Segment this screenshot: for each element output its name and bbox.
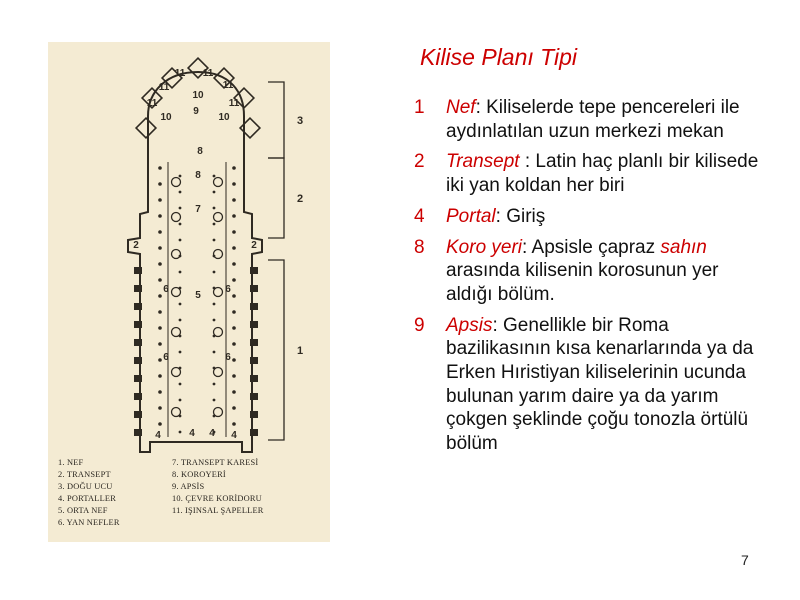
plan-pier-dot [179, 399, 182, 402]
definition-text: : Kiliselerde tepe pencereleri ile aydınlatılan uzun merkezi mekan [446, 97, 740, 142]
plan-region-number: 2 [133, 240, 139, 251]
plan-pier-dot [158, 262, 162, 266]
plan-pier-dot [158, 422, 162, 426]
plan-pier-dot [158, 310, 162, 314]
plan-pier-dot [232, 358, 236, 362]
plan-pier-dot [158, 326, 162, 330]
plan-pier-dot [158, 278, 162, 282]
church-plan-figure [48, 42, 330, 542]
definition-term-secondary: sahın [660, 236, 707, 258]
plan-region-number: 10 [192, 90, 204, 101]
definition-text: : Giriş [495, 205, 546, 227]
plan-pier-dot [179, 431, 182, 434]
page-number: 7 [741, 552, 749, 568]
definition-number: 1 [414, 97, 425, 118]
plan-buttress [134, 267, 142, 274]
plan-region-number: 6 [163, 352, 169, 363]
plan-pier-dot [179, 239, 182, 242]
plan-column [214, 368, 223, 377]
plan-column [172, 328, 181, 337]
plan-region-number: 6 [163, 284, 169, 295]
definition-text-continued: arasında kilisenin korosunun yer aldığı bölüm. [446, 260, 719, 305]
definition-item [414, 314, 764, 456]
definition-number: 2 [414, 151, 425, 173]
plan-pier-dot [232, 166, 236, 170]
plan-legend-entry: 1. NEF [58, 458, 84, 467]
plan-pier-dot [232, 230, 236, 234]
definition-text: : Genellikle bir Roma bazilikasının kısa kenarlarında ya da Erken Hıristiyan kiliselerinin ucunda bulunan yarım daire ya da yarım çokgen şeklinde çoğu tonozla örtülü bölüm [446, 314, 754, 455]
plan-bracket [268, 260, 284, 440]
plan-pier-dot [213, 191, 216, 194]
definition-term: Koro yeri [446, 236, 523, 258]
plan-pier-dot [213, 223, 216, 226]
plan-pier-dot [213, 271, 216, 274]
plan-pier-dot [179, 207, 182, 210]
plan-buttress [250, 321, 258, 328]
plan-pier-dot [232, 406, 236, 410]
plan-column [172, 178, 181, 187]
plan-legend-entry: 2. TRANSEPT [58, 470, 111, 479]
plan-pier-dot [179, 351, 182, 354]
plan-buttress [250, 339, 258, 346]
plan-region-number: 11 [146, 98, 158, 109]
definition-number: 9 [414, 314, 425, 336]
plan-pier-dot [158, 358, 162, 362]
plan-region-number: 4 [209, 428, 215, 439]
definition-term: Transept [446, 151, 525, 173]
plan-column [214, 328, 223, 337]
plan-buttress [250, 303, 258, 310]
plan-buttress [134, 375, 142, 382]
definition-number: 4 [414, 205, 425, 227]
plan-buttress [134, 393, 142, 400]
plan-pier-dot [213, 175, 216, 178]
plan-pier-dot [213, 383, 216, 386]
plan-buttress [250, 357, 258, 364]
plan-chapel [136, 118, 156, 138]
plan-pier-dot [232, 214, 236, 218]
plan-buttress [250, 375, 258, 382]
plan-bracket-label: 1 [296, 345, 304, 357]
plan-pier-dot [232, 342, 236, 346]
plan-pier-dot [158, 390, 162, 394]
plan-region-number: 4 [231, 430, 237, 441]
plan-buttress [134, 339, 142, 346]
plan-bracket [268, 158, 284, 238]
plan-pier-dot [158, 166, 162, 170]
plan-region-number: 11 [222, 80, 234, 91]
plan-buttress [250, 411, 258, 418]
plan-pier-dot [232, 422, 236, 426]
plan-bracket-label: 2 [296, 193, 304, 205]
plan-pier-dot [158, 230, 162, 234]
plan-pier-dot [213, 239, 216, 242]
plan-column [172, 250, 181, 259]
plan-region-number: 8 [197, 146, 203, 157]
plan-pier-dot [179, 223, 182, 226]
plan-legend-entry: 8. KOROYERİ [172, 470, 226, 479]
plan-pier-dot [232, 374, 236, 378]
plan-pier-dot [213, 207, 216, 210]
plan-pier-dot [232, 390, 236, 394]
plan-legend-entry: 3. DOĞU UCU [58, 482, 113, 491]
plan-pier-dot [232, 278, 236, 282]
plan-pier-dot [213, 303, 216, 306]
plan-region-number: 10 [218, 112, 230, 123]
plan-column [214, 213, 223, 222]
definition-text: : Latin haç planlı bir kilisede iki yan koldan her biri [446, 151, 759, 197]
plan-legend-entry: 7. TRANSEPT KARESİ [172, 458, 259, 467]
plan-pier-dot [232, 262, 236, 266]
church-plan-drawing [48, 42, 330, 542]
plan-pier-dot [158, 198, 162, 202]
plan-pier-dot [158, 374, 162, 378]
definition-term: Nef [446, 97, 476, 118]
plan-pier-dot [179, 191, 182, 194]
plan-legend-entry: 6. YAN NEFLER [58, 518, 120, 527]
plan-buttress [134, 321, 142, 328]
plan-column [214, 178, 223, 187]
plan-pier-dot [232, 182, 236, 186]
plan-buttress [134, 411, 142, 418]
plan-buttress [134, 303, 142, 310]
plan-pier-dot [179, 303, 182, 306]
plan-column [172, 408, 181, 417]
plan-pier-dot [158, 214, 162, 218]
definitions-list [414, 96, 764, 463]
plan-pier-dot [179, 383, 182, 386]
plan-buttress [134, 285, 142, 292]
plan-pier-dot [158, 182, 162, 186]
plan-region-number: 4 [155, 430, 161, 441]
plan-pier-dot [213, 351, 216, 354]
plan-column [172, 288, 181, 297]
plan-buttress [250, 429, 258, 436]
plan-bracket [268, 82, 284, 158]
plan-region-number: 11 [158, 82, 170, 93]
plan-legend-entry: 5. ORTA NEF [58, 506, 108, 515]
plan-region-number: 11 [228, 98, 240, 109]
definition-text: : Apsisle çapraz [522, 236, 661, 258]
plan-legend-entry: 9. APSİS [172, 482, 205, 491]
plan-pier-dot [179, 271, 182, 274]
plan-column [172, 213, 181, 222]
plan-legend-entry: 10. ÇEVRE KORİDORU [172, 494, 262, 503]
plan-pier-dot [232, 326, 236, 330]
plan-region-number: 10 [160, 112, 172, 123]
plan-buttress [250, 285, 258, 292]
plan-pier-dot [158, 294, 162, 298]
definition-item [414, 205, 764, 229]
plan-pier-dot [179, 175, 182, 178]
plan-pier-dot [158, 246, 162, 250]
plan-column [214, 250, 223, 259]
definition-item [414, 150, 764, 197]
plan-region-number: 11 [202, 68, 214, 79]
plan-buttress [134, 429, 142, 436]
plan-pier-dot [158, 406, 162, 410]
plan-region-number: 11 [174, 68, 186, 79]
definition-term: Apsis [446, 314, 493, 336]
plan-region-number: 2 [251, 240, 257, 251]
plan-region-number: 6 [225, 352, 231, 363]
plan-column [172, 368, 181, 377]
plan-legend-entry: 4. PORTALLER [58, 494, 116, 503]
plan-pier-dot [232, 198, 236, 202]
plan-pier-dot [213, 399, 216, 402]
plan-buttress [250, 267, 258, 274]
plan-pier-dot [158, 342, 162, 346]
slide-title: Kilise Planı Tipi [420, 44, 578, 70]
plan-pier-dot [232, 246, 236, 250]
plan-pier-dot [179, 319, 182, 322]
definition-item [414, 236, 764, 307]
plan-region-number: 7 [195, 204, 201, 215]
plan-region-number: 5 [195, 290, 201, 301]
plan-region-number: 4 [189, 428, 195, 439]
plan-legend-entry: 11. IŞINSAL ŞAPELLER [172, 506, 264, 515]
definition-number: 8 [414, 236, 425, 258]
plan-region-number: 8 [195, 170, 201, 181]
plan-pier-dot [213, 319, 216, 322]
plan-buttress [134, 357, 142, 364]
definition-term: Portal [446, 205, 496, 227]
plan-column [214, 408, 223, 417]
plan-pier-dot [232, 310, 236, 314]
plan-buttress [250, 393, 258, 400]
definition-item [414, 96, 764, 143]
plan-column [214, 288, 223, 297]
plan-pier-dot [232, 294, 236, 298]
plan-bracket-label: 3 [296, 115, 304, 127]
plan-region-number: 9 [193, 106, 199, 117]
plan-region-number: 6 [225, 284, 231, 295]
